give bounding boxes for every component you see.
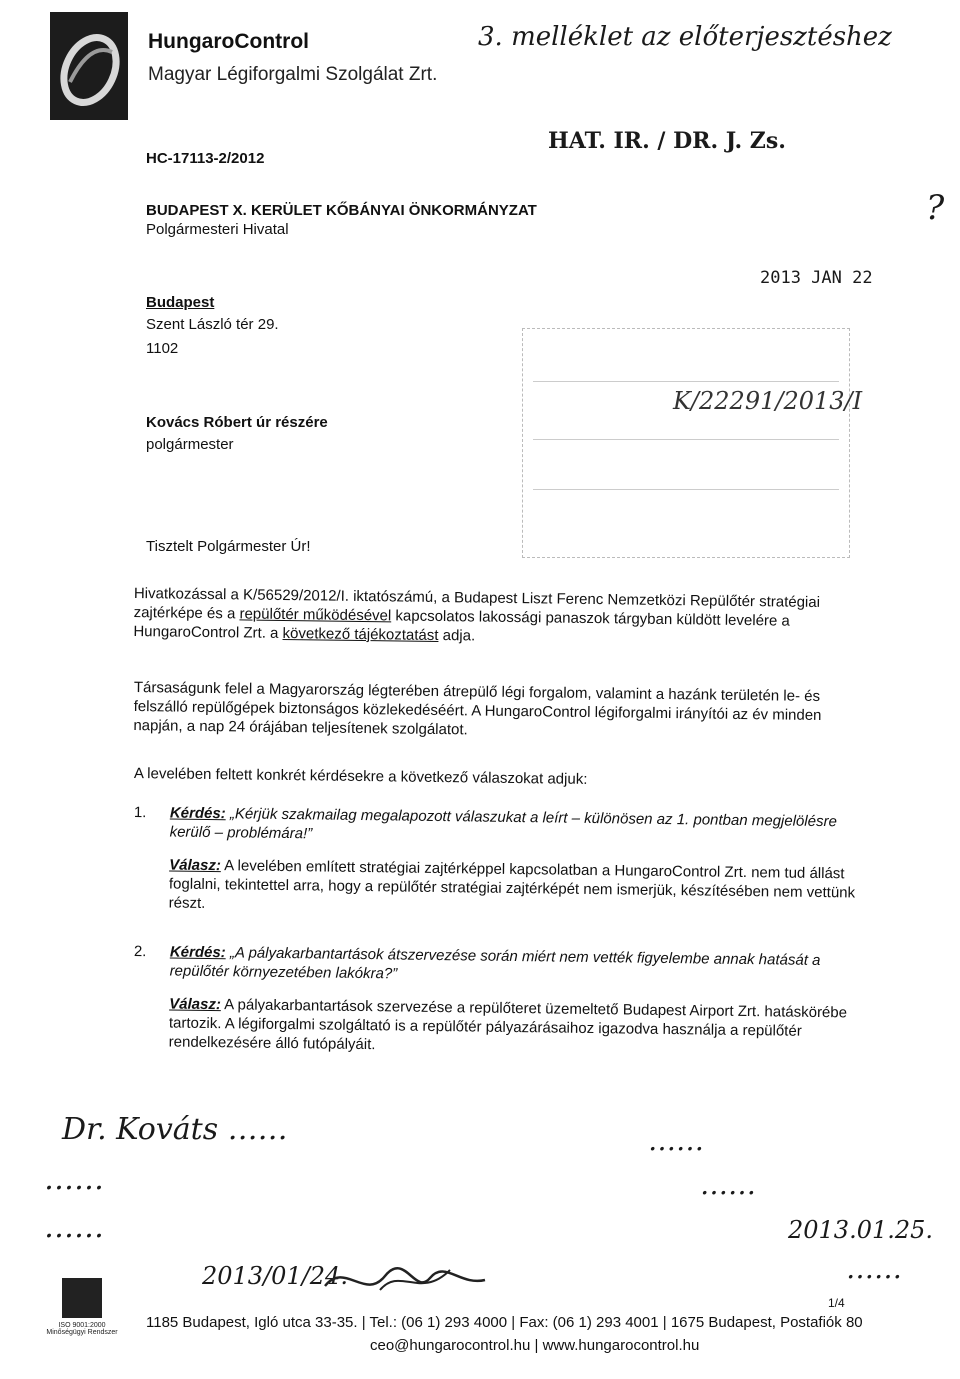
stamp-number: K/22291/2013/I bbox=[673, 387, 863, 415]
paragraph-intro-answers: A levelében feltett konkrét kérdésekre a következő válaszokat adjuk: bbox=[133, 764, 588, 788]
handwritten-date: 2013.01.25. bbox=[788, 1216, 934, 1244]
addressee-office: Polgármesteri Hivatal bbox=[146, 221, 289, 238]
handwritten-note-line: …… bbox=[44, 1210, 104, 1245]
qa-item bbox=[133, 803, 874, 922]
footer-address: 1185 Budapest, Igló utca 33-35. | Tel.: (06 1) 293 4000 | Fax: (06 1) 293 4001 | 1675 Budapest, Postafiók 80 bbox=[146, 1314, 863, 1331]
page-number: 1/4 bbox=[828, 1296, 845, 1310]
handwritten-date: 2013/01/24. bbox=[202, 1262, 348, 1290]
handwritten-question-mark: ? bbox=[926, 188, 945, 228]
received-stamp bbox=[522, 328, 863, 558]
handwritten-signature: …… bbox=[846, 1252, 902, 1285]
signature-image bbox=[320, 1256, 490, 1306]
addressee-zip: 1102 bbox=[146, 340, 179, 357]
answer-text: A pályakarbantartások szervezése a repülőteret üzemeltető Budapest Airport Zrt. hatáskörébe tartozik. A légiforgalmi szolgáltató is a repülőtér pályazárásaihoz igazodva használja a repülőtér rendelkezésére álló futópályáit. bbox=[168, 996, 848, 1054]
handwritten-note-line: Dr. Kováts …… bbox=[62, 1112, 288, 1147]
handwritten-annex-note: 3. melléklet az előterjesztéshez bbox=[478, 22, 892, 52]
addressee-city: Budapest bbox=[146, 294, 215, 311]
company-logo bbox=[50, 12, 128, 120]
hungarocontrol-logo-icon bbox=[50, 12, 128, 120]
qa-number: 2. bbox=[133, 942, 147, 961]
paragraph-responsibility: Társaságunk felel a Magyarország légterében átrepülő légi forgalom, valamint a hazánk területén le- és felszálló repülőgépek biztonságos közlekedéséért. A HungaroControl légiforgalmi irányítói az év minden napján, a nap 24 órájában teljesítenek szolgálatot. bbox=[133, 678, 822, 739]
iso-certification: ISO 9001:2000 Minőségügyi Rendszer bbox=[34, 1278, 130, 1336]
answer-text: A levelében említett stratégiai zajtérképpel kapcsolatban a HungaroControl Zrt. nem tud állást foglalni, tekintettel arra, hogy a repülőtér stratégiai zajtérképét nem ismerjük, készítésében nem vettünk részt. bbox=[168, 857, 856, 912]
handwritten-note-line: …… bbox=[648, 1124, 704, 1157]
recipient-name: Kovács Róbert úr részére bbox=[146, 414, 328, 431]
company-subtitle: Magyar Légiforgalmi Szolgálat Zrt. bbox=[148, 64, 438, 85]
qa-item bbox=[133, 942, 874, 1061]
question-label: Kérdés: bbox=[169, 804, 226, 823]
company-name: HungaroControl bbox=[148, 30, 309, 53]
greeting: Tisztelt Polgármester Úr! bbox=[146, 538, 311, 555]
paragraph-reference: Hivatkozással a K/56529/2012/I. iktatószámú, a Budapest Liszt Ferenc Nemzetközi Repülőtér stratégiai zajtérképe és a repülőtér működésével kapcsolatos lakossági panaszok tárgyban küldött levelére a HungaroControl Zrt. a következő tájékoztatást adja. bbox=[133, 584, 821, 645]
qa-number: 1. bbox=[133, 803, 147, 822]
answer-label: Válasz: bbox=[169, 995, 222, 1014]
footer-contact: ceo@hungarocontrol.hu | www.hungarocontrol.hu bbox=[370, 1337, 700, 1354]
reference-number: HC-17113-2/2012 bbox=[146, 150, 265, 167]
handwritten-routing-note: HAT. IR. / DR. J. Zs. bbox=[548, 128, 786, 154]
question-text: „Kérjük szakmailag megalapozott válaszukat a leírt – különösen az 1. pontban megjelölésre kerülő – problémára!” bbox=[169, 805, 837, 843]
question-label: Kérdés: bbox=[169, 943, 226, 962]
answer-label: Válasz: bbox=[169, 856, 222, 875]
certification-icon bbox=[62, 1278, 102, 1318]
recipient-title: polgármester bbox=[146, 436, 234, 453]
stamp-received-date: 2013 JAN 22 bbox=[760, 268, 873, 288]
handwritten-note-line: …… bbox=[700, 1168, 756, 1201]
handwritten-note-line: …… bbox=[44, 1162, 104, 1197]
addressee-street: Szent László tér 29. bbox=[146, 316, 279, 333]
addressee-org: BUDAPEST X. KERÜLET KŐBÁNYAI ÖNKORMÁNYZAT bbox=[146, 202, 537, 219]
question-text: „A pályakarbantartások átszervezése során miért nem vették figyelembe annak hatását a repülőtér környezetében lakókra?” bbox=[169, 944, 821, 983]
